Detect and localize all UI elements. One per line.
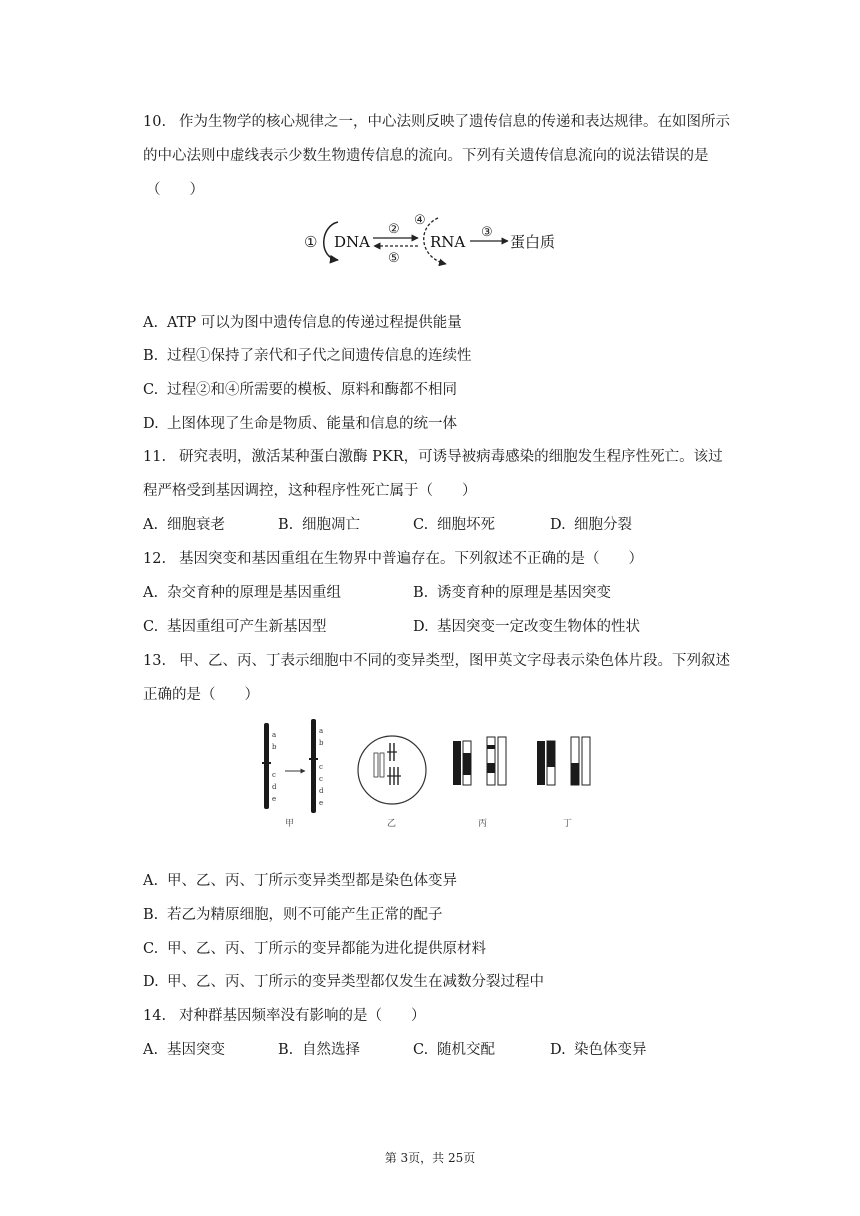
q11-number: 11. [143, 449, 167, 465]
label-circle-4: ④ [414, 213, 426, 228]
left-label-d: d [272, 783, 277, 791]
q10-stem-line1: 10. 作为生物学的核心规律之一，中心法则反映了遗传信息的传递和表达规律。在如图所示 [143, 114, 730, 130]
panel-label-ding: 丁 [563, 819, 573, 827]
q13-option-a[interactable]: A. 甲、乙、丙、丁所示变异类型都是染色体变异 [143, 873, 457, 889]
panel-label-jia: 甲 [285, 819, 295, 827]
panel-jia [262, 719, 324, 827]
q12-option-a[interactable]: A. 杂交育种的原理是基因重组 [143, 585, 341, 601]
q14-option-b[interactable]: B. 自然选择 [278, 1042, 360, 1058]
left-label-e: e [272, 795, 277, 803]
q14-option-c[interactable]: C. 随机交配 [413, 1042, 495, 1058]
left-label-c: c [272, 771, 276, 779]
label-circle-2: ② [388, 222, 400, 237]
q12-option-c[interactable]: C. 基因重组可产生新基因型 [143, 619, 327, 635]
q13-option-d[interactable]: D. 甲、乙、丙、丁所示的变异类型都仅发生在减数分裂过程中 [143, 974, 544, 990]
central-dogma-diagram [298, 206, 568, 270]
right-label-c2: c [319, 775, 323, 783]
q14-number: 14. [143, 1008, 167, 1024]
q11-stem-line1: 11. 研究表明，激活某种蛋白激酶 PKR，可诱导被病毒感染的细胞发生程序性死亡。该过 [143, 449, 723, 465]
q11-stem-line2: 程严格受到基因调控，这种程序性死亡属于（ ） [143, 483, 477, 499]
page-footer: 第 3页，共 25页 [384, 1151, 476, 1165]
label-protein: 蛋白质 [510, 233, 556, 251]
q13-number: 13. [143, 653, 167, 669]
q10-answer-bracket: （ ） [146, 182, 204, 198]
panel-ding [537, 737, 590, 827]
q13-stem-line2: 正确的是（ ） [143, 687, 259, 703]
right-label-e: e [319, 799, 324, 807]
q11-option-b[interactable]: B. 细胞凋亡 [278, 517, 360, 533]
chromosome-variation-figure [255, 715, 615, 827]
q10-stem-line2: 的中心法则中虚线表示少数生物遗传信息的流向。下列有关遗传信息流向的说法错误的是 [143, 148, 709, 164]
q12-number: 12. [143, 551, 167, 567]
panel-yi [358, 736, 426, 827]
panel-label-bing: 丙 [478, 819, 488, 827]
q14-option-a[interactable]: A. 基因突变 [143, 1042, 225, 1058]
label-dna: DNA [334, 233, 370, 251]
q13-option-b[interactable]: B. 若乙为精原细胞，则不可能产生正常的配子 [143, 907, 443, 923]
panel-bing [453, 737, 506, 827]
right-label-d: d [319, 787, 324, 795]
right-label-c1: c [319, 763, 323, 771]
q10-number: 10. [143, 114, 167, 130]
label-circle-3: ③ [481, 225, 493, 240]
label-rna: RNA [430, 233, 466, 251]
left-label-b: b [272, 743, 277, 751]
label-circle-5: ⑤ [388, 251, 400, 266]
q12-option-b[interactable]: B. 诱变育种的原理是基因突变 [413, 585, 611, 601]
q10-option-b[interactable]: B. 过程①保持了亲代和子代之间遗传信息的连续性 [143, 348, 472, 364]
left-label-a: a [272, 731, 277, 739]
q10-option-c[interactable]: C. 过程②和④所需要的模板、原料和酶都不相同 [143, 382, 457, 398]
q11-option-d[interactable]: D. 细胞分裂 [550, 517, 632, 533]
q14-stem-line1: 14. 对种群基因频率没有影响的是（ ） [143, 1008, 426, 1024]
panel-label-yi: 乙 [387, 819, 397, 827]
label-circle-1: ① [304, 233, 318, 251]
q12-option-d[interactable]: D. 基因突变一定改变生物体的性状 [413, 619, 640, 635]
right-label-b: b [319, 739, 324, 747]
q13-stem-line1: 13. 甲、乙、丙、丁表示细胞中不同的变异类型，图甲英文字母表示染色体片段。下列叙述 [143, 653, 730, 669]
q14-option-d[interactable]: D. 染色体变异 [550, 1042, 647, 1058]
q10-option-d[interactable]: D. 上图体现了生命是物质、能量和信息的统一体 [143, 416, 457, 432]
right-label-a: a [319, 727, 324, 735]
q12-stem-line1: 12. 基因突变和基因重组在生物界中普遍存在。下列叙述不正确的是（ ） [143, 551, 643, 567]
q13-option-c[interactable]: C. 甲、乙、丙、丁所示的变异都能为进化提供原材料 [143, 941, 486, 957]
q11-option-a[interactable]: A. 细胞衰老 [143, 517, 225, 533]
q10-option-a[interactable]: A. ATP 可以为图中遗传信息的传递过程提供能量 [143, 315, 462, 331]
q11-option-c[interactable]: C. 细胞坏死 [413, 517, 495, 533]
